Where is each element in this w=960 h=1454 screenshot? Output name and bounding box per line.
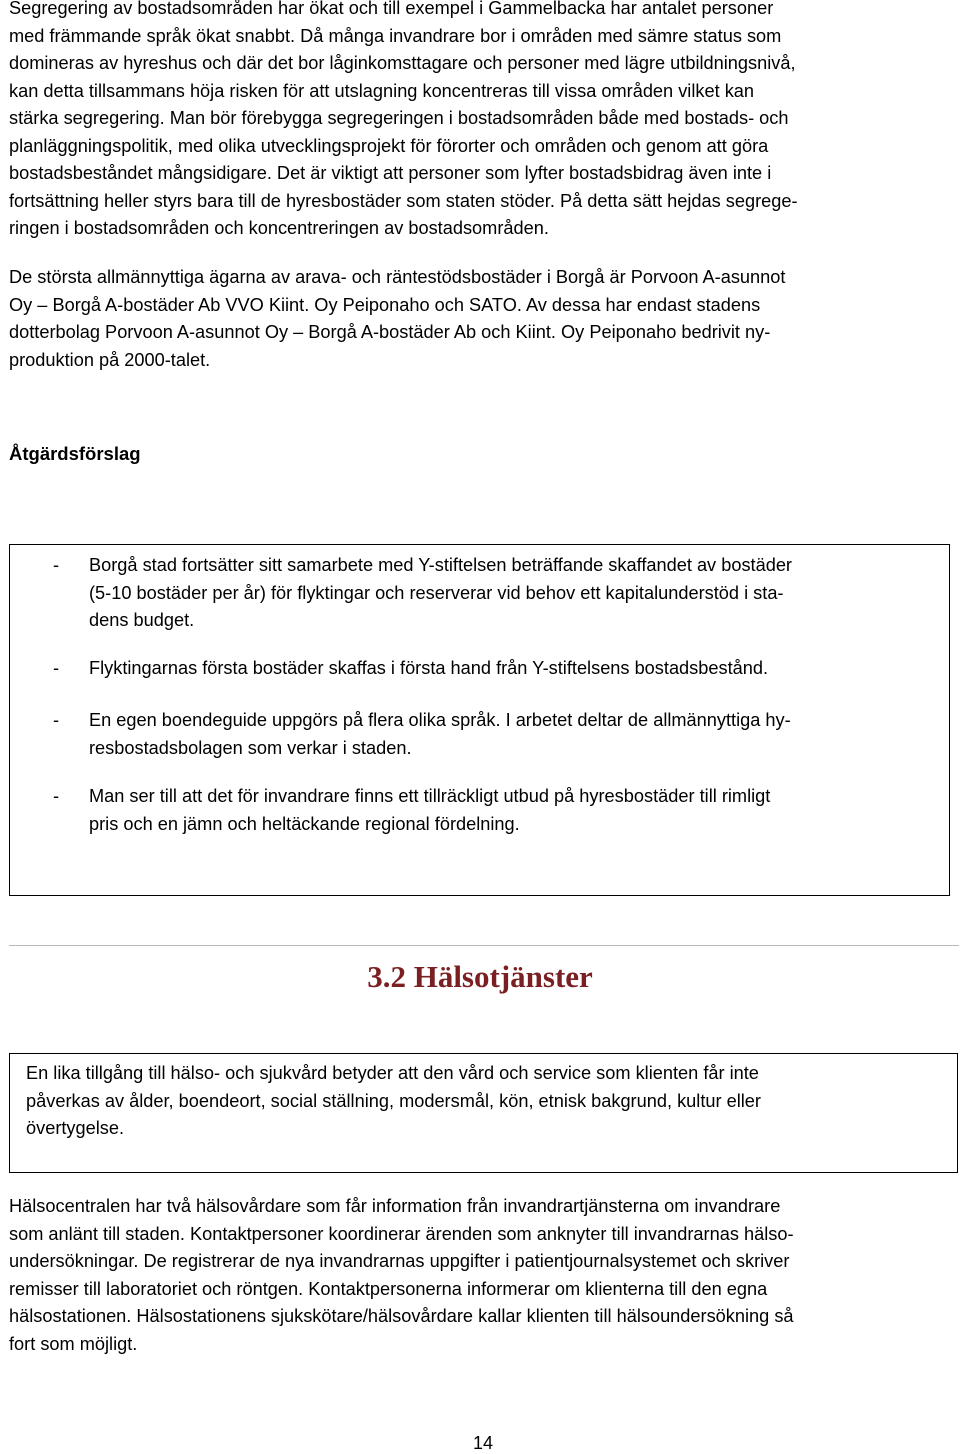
- health-intro-text: [26, 1060, 946, 1143]
- text-line: En lika tillgång till hälso- och sjukvård betyder att den vård och service som klienten får inte: [26, 1063, 759, 1083]
- measure-text: [89, 707, 939, 762]
- measure-text: [89, 655, 939, 683]
- text-line: fortsättning heller styrs bara till de hyresbostäder som staten stöder. På detta sätt hejdas segrege-: [9, 190, 798, 211]
- text-line: Man ser till att det för invandrare finns ett tillräckligt utbud på hyresbostäder till rimligt: [89, 786, 771, 806]
- text-line: remisser till laboratoriet och röntgen. Kontaktpersonerna informerar om klienterna till den egna: [9, 1278, 768, 1299]
- text-line: Hälsocentralen har två hälsovårdare som får information från invandrartjänsterna om invandrare: [9, 1196, 781, 1216]
- dash-bullet: -: [53, 710, 60, 730]
- text-line: övertygelse.: [26, 1118, 125, 1138]
- measures-heading: Åtgärdsförslag: [9, 443, 141, 464]
- text-line: stärka segregering. Man bör förebygga segregeringen i bostadsområden både med bostads- och: [9, 108, 789, 128]
- measure-text: [89, 783, 939, 838]
- text-line: (5-10 bostäder per år) för flyktingar och reserverar vid behov ett kapitalunderstöd i sta-: [89, 582, 784, 603]
- text-line: dens budget.: [89, 610, 195, 630]
- text-line: Oy – Borgå A-bostäder Ab VVO Kiint. Oy Peiponaho och SATO. Av dessa har endast stadens: [9, 294, 761, 315]
- dash-bullet: -: [53, 555, 60, 575]
- text-line: pris och en jämn och heltäckande regional fördelning.: [89, 813, 520, 834]
- page-number: 14: [472, 1433, 494, 1453]
- measure-text: [89, 552, 939, 635]
- dash-bullet: -: [53, 658, 60, 678]
- dash-bullet: -: [53, 786, 60, 806]
- text-line: undersökningar. De registrerar de nya invandrarnas uppgifter i patientjournalsystemet och skriver: [9, 1251, 790, 1271]
- paragraph-housing-owners: [9, 264, 954, 374]
- paragraph-segregation: [9, 0, 954, 243]
- text-line: produktion på 2000-talet.: [9, 349, 211, 370]
- text-line: kan detta tillsammans höja risken för att utslagning koncentreras till vissa områden vilket kan: [9, 80, 755, 101]
- text-line: De största allmännyttiga ägarna av arava- och räntestödsbostäder i Borgå är Porvoon A-asunnot: [9, 267, 786, 287]
- text-line: dotterbolag Porvoon A-asunnot Oy – Borgå A-bostäder Ab och Kiint. Oy Peiponaho bedrivit ny-: [9, 322, 771, 342]
- text-line: planläggningspolitik, med olika utvecklingsprojekt för förorter och områden och genom att göra: [9, 135, 769, 156]
- section-title: 3.2 Hälsotjänster: [367, 959, 593, 994]
- text-line: med främmande språk ökat snabbt. Då många invandrare bor i områden med sämre status som: [9, 25, 782, 46]
- measures-box: [9, 544, 950, 896]
- text-line: fort som möjligt.: [9, 1333, 138, 1354]
- text-line: En egen boendeguide uppgörs på flera olika språk. I arbetet deltar de allmännyttiga hy-: [89, 710, 791, 730]
- text-line: Segregering av bostadsområden har ökat och till exempel i Gammelbacka har antalet personer: [9, 0, 774, 18]
- text-line: bostadsbeståndet mångsidigare. Det är viktigt att personer som lyfter bostadsbidrag även inte i: [9, 163, 772, 183]
- text-line: Flyktingarnas första bostäder skaffas i första hand från Y-stiftelsens bostadsbestånd.: [89, 658, 769, 678]
- health-intro-box: [9, 1053, 958, 1173]
- section-divider: [9, 945, 959, 946]
- text-line: domineras av hyreshus och där det bor låginkomsttagare och personer med lägre utbildningsnivå,: [9, 53, 796, 73]
- text-line: hälsostationen. Hälsostationens sjukskötare/hälsovårdare kallar klienten till hälsoundersökning så: [9, 1306, 794, 1326]
- text-line: Borgå stad fortsätter sitt samarbete med Y-stiftelsen beträffande skaffandet av bostäder: [89, 555, 792, 575]
- text-line: som anlänt till staden. Kontaktpersoner koordinerar ärenden som anknyter till invandrarnas hälso-: [9, 1223, 794, 1244]
- text-line: resbostadsbolagen som verkar i staden.: [89, 737, 412, 758]
- text-line: ringen i bostadsområden och koncentreringen av bostadsområden.: [9, 218, 549, 238]
- text-line: påverkas av ålder, boendeort, social ställning, modersmål, kön, etnisk bakgrund, kultur eller: [26, 1090, 761, 1111]
- paragraph-health-centre: [9, 1193, 954, 1358]
